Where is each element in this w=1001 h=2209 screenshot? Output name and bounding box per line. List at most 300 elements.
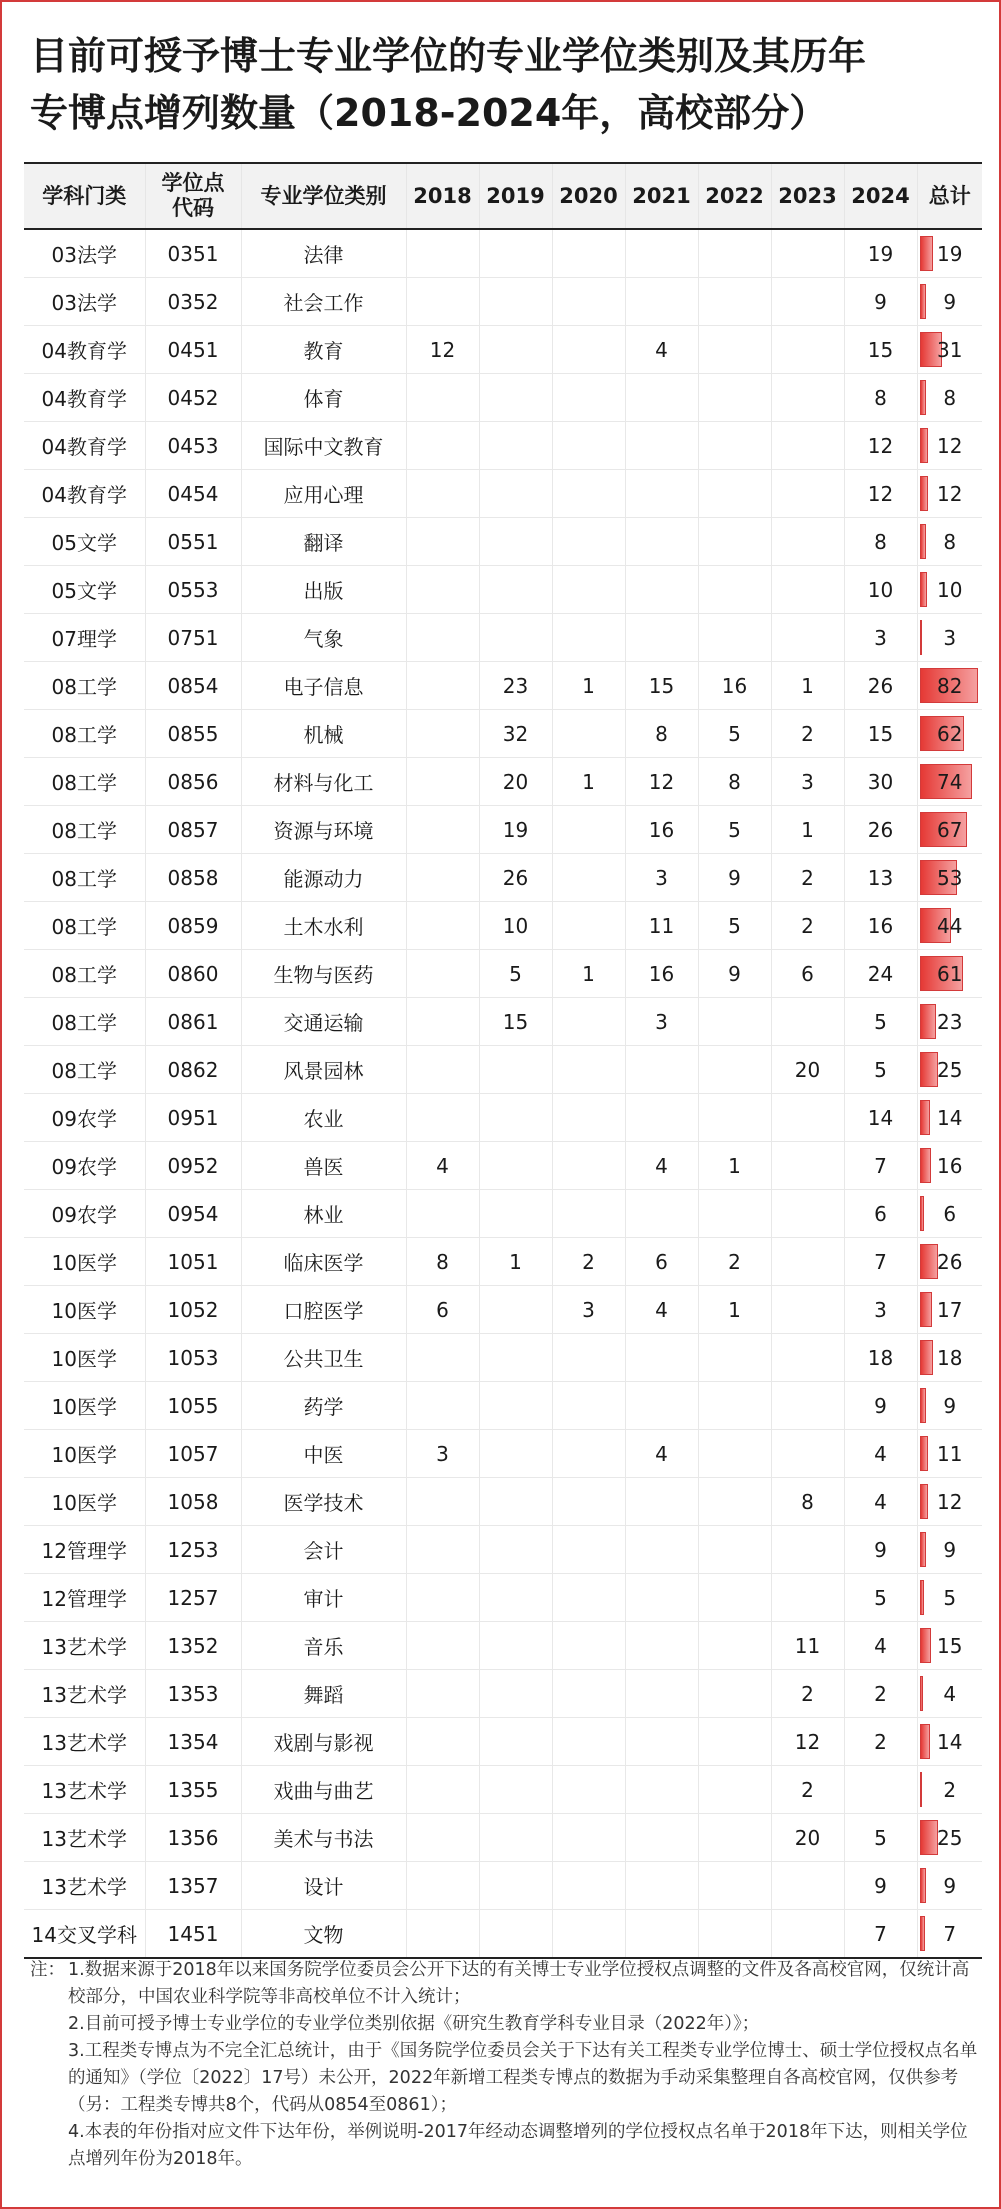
cell-total xyxy=(917,854,982,902)
cell-category: 10医学 xyxy=(24,1238,145,1286)
cell-2020 xyxy=(552,1814,625,1862)
cell-2019 xyxy=(479,470,552,518)
cell-2018 xyxy=(406,1190,479,1238)
cell-degree-type: 兽医 xyxy=(241,1142,406,1190)
total-bar xyxy=(920,620,922,655)
cell-code: 0854 xyxy=(145,662,241,710)
total-value: 9 xyxy=(943,1873,957,1898)
cell-2019 xyxy=(479,1478,552,1526)
cell-code: 1253 xyxy=(145,1526,241,1574)
cell-2020 xyxy=(552,1526,625,1574)
cell-category: 12管理学 xyxy=(24,1574,145,1622)
total-value: 3 xyxy=(943,625,957,650)
table-row xyxy=(24,1430,982,1478)
cell-2021 xyxy=(625,1190,698,1238)
cell-degree-type: 舞蹈 xyxy=(241,1670,406,1718)
cell-code: 1356 xyxy=(145,1814,241,1862)
cell-2020 xyxy=(552,1574,625,1622)
table-row xyxy=(24,854,982,902)
cell-2022 xyxy=(698,422,771,470)
table-row xyxy=(24,950,982,998)
cell-2022 xyxy=(698,1862,771,1910)
cell-2019: 15 xyxy=(479,998,552,1046)
cell-2022 xyxy=(698,1718,771,1766)
cell-2019 xyxy=(479,1574,552,1622)
cell-2024: 3 xyxy=(844,614,917,662)
cell-total xyxy=(917,470,982,518)
cell-degree-type: 法律 xyxy=(241,229,406,278)
cell-total xyxy=(917,566,982,614)
cell-category: 10医学 xyxy=(24,1478,145,1526)
cell-code: 1357 xyxy=(145,1862,241,1910)
cell-2019: 20 xyxy=(479,758,552,806)
cell-2024: 7 xyxy=(844,1142,917,1190)
table-row xyxy=(24,1286,982,1334)
table-row xyxy=(24,1094,982,1142)
table-row xyxy=(24,806,982,854)
cell-2019 xyxy=(479,1142,552,1190)
table-row xyxy=(24,1814,982,1862)
cell-2024: 9 xyxy=(844,1862,917,1910)
total-value: 12 xyxy=(937,1489,963,1514)
cell-2018 xyxy=(406,1334,479,1382)
table-row xyxy=(24,1190,982,1238)
cell-2020 xyxy=(552,1478,625,1526)
cell-2023: 2 xyxy=(771,854,844,902)
table-row xyxy=(24,566,982,614)
total-bar xyxy=(920,1148,931,1183)
cell-2020: 2 xyxy=(552,1238,625,1286)
cell-code: 0856 xyxy=(145,758,241,806)
cell-total xyxy=(917,758,982,806)
column-header: 2019 xyxy=(479,163,552,229)
table-row xyxy=(24,998,982,1046)
cell-degree-type: 资源与环境 xyxy=(241,806,406,854)
cell-2023: 3 xyxy=(771,758,844,806)
cell-2018 xyxy=(406,614,479,662)
total-bar xyxy=(920,1100,930,1135)
cell-category: 08工学 xyxy=(24,998,145,1046)
cell-2021 xyxy=(625,1382,698,1430)
cell-2021 xyxy=(625,229,698,278)
cell-2021: 16 xyxy=(625,950,698,998)
cell-degree-type: 机械 xyxy=(241,710,406,758)
cell-2023: 2 xyxy=(771,710,844,758)
cell-total xyxy=(917,1334,982,1382)
cell-total xyxy=(917,710,982,758)
cell-code: 1451 xyxy=(145,1910,241,1959)
total-bar xyxy=(920,524,926,559)
total-value: 17 xyxy=(937,1297,963,1322)
cell-2020 xyxy=(552,1142,625,1190)
cell-degree-type: 审计 xyxy=(241,1574,406,1622)
cell-2018 xyxy=(406,1766,479,1814)
total-value: 15 xyxy=(937,1633,963,1658)
total-bar xyxy=(920,1196,924,1231)
cell-code: 0454 xyxy=(145,470,241,518)
cell-total xyxy=(917,806,982,854)
column-header: 学位点 代码 xyxy=(145,163,241,229)
cell-2024: 4 xyxy=(844,1622,917,1670)
cell-total xyxy=(917,998,982,1046)
cell-2023 xyxy=(771,470,844,518)
cell-category: 09农学 xyxy=(24,1142,145,1190)
cell-degree-type: 材料与化工 xyxy=(241,758,406,806)
cell-code: 1354 xyxy=(145,1718,241,1766)
cell-2019 xyxy=(479,1622,552,1670)
cell-category: 03法学 xyxy=(24,229,145,278)
cell-2022: 9 xyxy=(698,950,771,998)
table-row xyxy=(24,1862,982,1910)
cell-2018: 8 xyxy=(406,1238,479,1286)
cell-category: 04教育学 xyxy=(24,326,145,374)
cell-code: 0453 xyxy=(145,422,241,470)
cell-2018 xyxy=(406,278,479,326)
cell-2024: 7 xyxy=(844,1910,917,1959)
cell-2024: 9 xyxy=(844,1526,917,1574)
total-value: 61 xyxy=(937,961,963,986)
total-value: 8 xyxy=(943,385,957,410)
cell-2020 xyxy=(552,1382,625,1430)
cell-2020 xyxy=(552,422,625,470)
cell-2023: 1 xyxy=(771,806,844,854)
cell-2018 xyxy=(406,1910,479,1959)
cell-2021 xyxy=(625,1478,698,1526)
cell-2020 xyxy=(552,902,625,950)
cell-category: 07理学 xyxy=(24,614,145,662)
table-row xyxy=(24,1718,982,1766)
cell-2021 xyxy=(625,1046,698,1094)
cell-2021 xyxy=(625,614,698,662)
table-row xyxy=(24,374,982,422)
total-value: 12 xyxy=(937,433,963,458)
cell-category: 08工学 xyxy=(24,902,145,950)
cell-2024: 15 xyxy=(844,710,917,758)
cell-2021 xyxy=(625,1622,698,1670)
cell-2022: 1 xyxy=(698,1286,771,1334)
cell-code: 0858 xyxy=(145,854,241,902)
footnote-2 xyxy=(30,2011,985,2038)
cell-2022: 1 xyxy=(698,1142,771,1190)
total-bar xyxy=(920,476,928,511)
cell-2020: 3 xyxy=(552,1286,625,1334)
cell-2018 xyxy=(406,1622,479,1670)
cell-2022 xyxy=(698,1670,771,1718)
cell-code: 0352 xyxy=(145,278,241,326)
cell-2022 xyxy=(698,1814,771,1862)
cell-2019 xyxy=(479,1526,552,1574)
cell-code: 0452 xyxy=(145,374,241,422)
total-value: 23 xyxy=(937,1009,963,1034)
cell-degree-type: 戏剧与影视 xyxy=(241,1718,406,1766)
cell-2020 xyxy=(552,1766,625,1814)
cell-category: 13艺术学 xyxy=(24,1766,145,1814)
total-value: 67 xyxy=(937,817,963,842)
cell-2021: 4 xyxy=(625,326,698,374)
cell-2024: 8 xyxy=(844,374,917,422)
cell-2021: 4 xyxy=(625,1430,698,1478)
cell-2024: 2 xyxy=(844,1718,917,1766)
footnote-lead: 注： xyxy=(30,1960,65,1980)
cell-2023 xyxy=(771,1526,844,1574)
cell-2024: 26 xyxy=(844,662,917,710)
cell-2022 xyxy=(698,326,771,374)
cell-code: 0860 xyxy=(145,950,241,998)
cell-total xyxy=(917,1718,982,1766)
total-value: 8 xyxy=(943,529,957,554)
cell-category: 13艺术学 xyxy=(24,1814,145,1862)
title-line-1: 目前可授予博士专业学位的专业学位类别及其历年 xyxy=(30,34,867,78)
cell-2022 xyxy=(698,998,771,1046)
cell-2024: 26 xyxy=(844,806,917,854)
table-row xyxy=(24,1334,982,1382)
total-value: 31 xyxy=(937,337,963,362)
cell-2021 xyxy=(625,1574,698,1622)
cell-2018 xyxy=(406,1862,479,1910)
cell-category: 08工学 xyxy=(24,1046,145,1094)
cell-2023: 2 xyxy=(771,902,844,950)
cell-2021: 4 xyxy=(625,1142,698,1190)
cell-2022 xyxy=(698,1910,771,1959)
cell-category: 13艺术学 xyxy=(24,1718,145,1766)
cell-degree-type: 会计 xyxy=(241,1526,406,1574)
cell-2023 xyxy=(771,1286,844,1334)
cell-degree-type: 文物 xyxy=(241,1910,406,1959)
cell-2018 xyxy=(406,710,479,758)
cell-code: 0952 xyxy=(145,1142,241,1190)
cell-2019 xyxy=(479,614,552,662)
column-header: 2018 xyxy=(406,163,479,229)
cell-code: 0954 xyxy=(145,1190,241,1238)
cell-2022 xyxy=(698,1190,771,1238)
cell-2023: 8 xyxy=(771,1478,844,1526)
cell-degree-type: 能源动力 xyxy=(241,854,406,902)
cell-category: 04教育学 xyxy=(24,422,145,470)
cell-category: 10医学 xyxy=(24,1286,145,1334)
table-row xyxy=(24,1526,982,1574)
total-value: 26 xyxy=(937,1249,963,1274)
cell-category: 10医学 xyxy=(24,1430,145,1478)
cell-code: 0751 xyxy=(145,614,241,662)
cell-2020: 1 xyxy=(552,950,625,998)
cell-2022 xyxy=(698,1334,771,1382)
cell-degree-type: 教育 xyxy=(241,326,406,374)
cell-2019 xyxy=(479,566,552,614)
cell-total xyxy=(917,1190,982,1238)
footnote-3 xyxy=(30,2038,985,2119)
table-row xyxy=(24,1478,982,1526)
cell-degree-type: 设计 xyxy=(241,1862,406,1910)
cell-2020 xyxy=(552,518,625,566)
cell-2019 xyxy=(479,518,552,566)
cell-2023 xyxy=(771,422,844,470)
cell-2020 xyxy=(552,1430,625,1478)
cell-total xyxy=(917,1526,982,1574)
cell-2021: 12 xyxy=(625,758,698,806)
cell-2023 xyxy=(771,1142,844,1190)
cell-total xyxy=(917,1046,982,1094)
total-value: 16 xyxy=(937,1153,963,1178)
total-bar xyxy=(920,1724,930,1759)
cell-degree-type: 公共卫生 xyxy=(241,1334,406,1382)
cell-2023 xyxy=(771,374,844,422)
cell-category: 10医学 xyxy=(24,1382,145,1430)
cell-degree-type: 林业 xyxy=(241,1190,406,1238)
table-row xyxy=(24,1142,982,1190)
cell-total xyxy=(917,1478,982,1526)
cell-2024: 30 xyxy=(844,758,917,806)
cell-2019 xyxy=(479,1286,552,1334)
cell-2021 xyxy=(625,470,698,518)
cell-2020 xyxy=(552,374,625,422)
total-bar xyxy=(920,236,933,271)
cell-category: 08工学 xyxy=(24,950,145,998)
cell-degree-type: 临床医学 xyxy=(241,1238,406,1286)
cell-code: 0855 xyxy=(145,710,241,758)
cell-2020 xyxy=(552,326,625,374)
cell-2022: 5 xyxy=(698,806,771,854)
cell-total xyxy=(917,1862,982,1910)
cell-2021 xyxy=(625,1718,698,1766)
cell-2021 xyxy=(625,374,698,422)
cell-2020 xyxy=(552,1718,625,1766)
cell-2019: 32 xyxy=(479,710,552,758)
total-value: 19 xyxy=(937,241,963,266)
cell-2018: 3 xyxy=(406,1430,479,1478)
cell-category: 04教育学 xyxy=(24,374,145,422)
cell-2024: 15 xyxy=(844,326,917,374)
cell-code: 1353 xyxy=(145,1670,241,1718)
cell-2024: 2 xyxy=(844,1670,917,1718)
cell-2018 xyxy=(406,422,479,470)
cell-code: 0862 xyxy=(145,1046,241,1094)
cell-2019: 5 xyxy=(479,950,552,998)
cell-2022 xyxy=(698,229,771,278)
cell-degree-type: 药学 xyxy=(241,1382,406,1430)
cell-total xyxy=(917,1094,982,1142)
cell-2023 xyxy=(771,1430,844,1478)
total-bar xyxy=(920,284,926,319)
cell-degree-type: 气象 xyxy=(241,614,406,662)
cell-2023 xyxy=(771,1190,844,1238)
table-header-row xyxy=(24,163,982,229)
cell-total xyxy=(917,614,982,662)
cell-2019 xyxy=(479,1670,552,1718)
cell-2021 xyxy=(625,278,698,326)
cell-total xyxy=(917,950,982,998)
cell-category: 03法学 xyxy=(24,278,145,326)
cell-2019 xyxy=(479,1094,552,1142)
cell-2024: 9 xyxy=(844,278,917,326)
total-value: 5 xyxy=(943,1585,957,1610)
column-header: 总计 xyxy=(917,163,982,229)
cell-degree-type: 国际中文教育 xyxy=(241,422,406,470)
cell-category: 13艺术学 xyxy=(24,1622,145,1670)
total-bar xyxy=(920,1868,926,1903)
cell-2022 xyxy=(698,1382,771,1430)
cell-2023: 2 xyxy=(771,1670,844,1718)
cell-total xyxy=(917,662,982,710)
cell-2019 xyxy=(479,278,552,326)
total-value: 2 xyxy=(943,1777,957,1802)
cell-code: 0857 xyxy=(145,806,241,854)
cell-2018 xyxy=(406,1094,479,1142)
cell-2018 xyxy=(406,1718,479,1766)
cell-2021: 16 xyxy=(625,806,698,854)
cell-category: 08工学 xyxy=(24,854,145,902)
table-row xyxy=(24,710,982,758)
cell-2020 xyxy=(552,854,625,902)
cell-2018 xyxy=(406,374,479,422)
title-line-2: 专博点增列数量（2018-2024年，高校部分） xyxy=(30,91,828,135)
cell-2023 xyxy=(771,1334,844,1382)
cell-2022 xyxy=(698,1526,771,1574)
footnote-text: 1.数据来源于2018年以来国务院学位委员会公开下达的有关博士专业学位授权点调整的文件及各高校官网，仅统计高校部分，中国农业科学院等非高校单位不计入统计； xyxy=(68,1960,970,2007)
cell-2022: 5 xyxy=(698,902,771,950)
cell-2024: 13 xyxy=(844,854,917,902)
column-header: 2022 xyxy=(698,163,771,229)
cell-2019 xyxy=(479,1430,552,1478)
cell-total xyxy=(917,422,982,470)
cell-total xyxy=(917,1814,982,1862)
cell-2019 xyxy=(479,1046,552,1094)
cell-2018 xyxy=(406,902,479,950)
cell-code: 1052 xyxy=(145,1286,241,1334)
cell-2019 xyxy=(479,1382,552,1430)
total-bar xyxy=(920,572,927,607)
cell-2024: 19 xyxy=(844,229,917,278)
column-header: 专业学位类别 xyxy=(241,163,406,229)
cell-category: 08工学 xyxy=(24,662,145,710)
cell-2022: 8 xyxy=(698,758,771,806)
cell-2023 xyxy=(771,229,844,278)
cell-2022 xyxy=(698,1766,771,1814)
cell-2018 xyxy=(406,758,479,806)
cell-2024: 4 xyxy=(844,1430,917,1478)
cell-2021 xyxy=(625,1814,698,1862)
total-bar xyxy=(920,1580,924,1615)
total-value: 44 xyxy=(937,913,963,938)
cell-degree-type: 中医 xyxy=(241,1430,406,1478)
table-row xyxy=(24,1766,982,1814)
total-value: 25 xyxy=(937,1825,963,1850)
cell-2024: 5 xyxy=(844,1814,917,1862)
cell-code: 0859 xyxy=(145,902,241,950)
cell-total xyxy=(917,374,982,422)
cell-2021 xyxy=(625,1670,698,1718)
table-row xyxy=(24,902,982,950)
cell-2022 xyxy=(698,278,771,326)
cell-2023 xyxy=(771,1382,844,1430)
cell-code: 1257 xyxy=(145,1574,241,1622)
cell-2020 xyxy=(552,1334,625,1382)
cell-2023 xyxy=(771,1094,844,1142)
cell-2020 xyxy=(552,1910,625,1959)
cell-2023: 12 xyxy=(771,1718,844,1766)
total-value: 6 xyxy=(943,1201,957,1226)
cell-2024: 3 xyxy=(844,1286,917,1334)
cell-2022: 5 xyxy=(698,710,771,758)
cell-2023 xyxy=(771,998,844,1046)
cell-2024: 12 xyxy=(844,470,917,518)
cell-category: 13艺术学 xyxy=(24,1862,145,1910)
cell-2020 xyxy=(552,1046,625,1094)
cell-2019 xyxy=(479,422,552,470)
total-bar xyxy=(920,1484,928,1519)
total-bar xyxy=(920,1532,926,1567)
cell-degree-type: 出版 xyxy=(241,566,406,614)
table-row xyxy=(24,1382,982,1430)
